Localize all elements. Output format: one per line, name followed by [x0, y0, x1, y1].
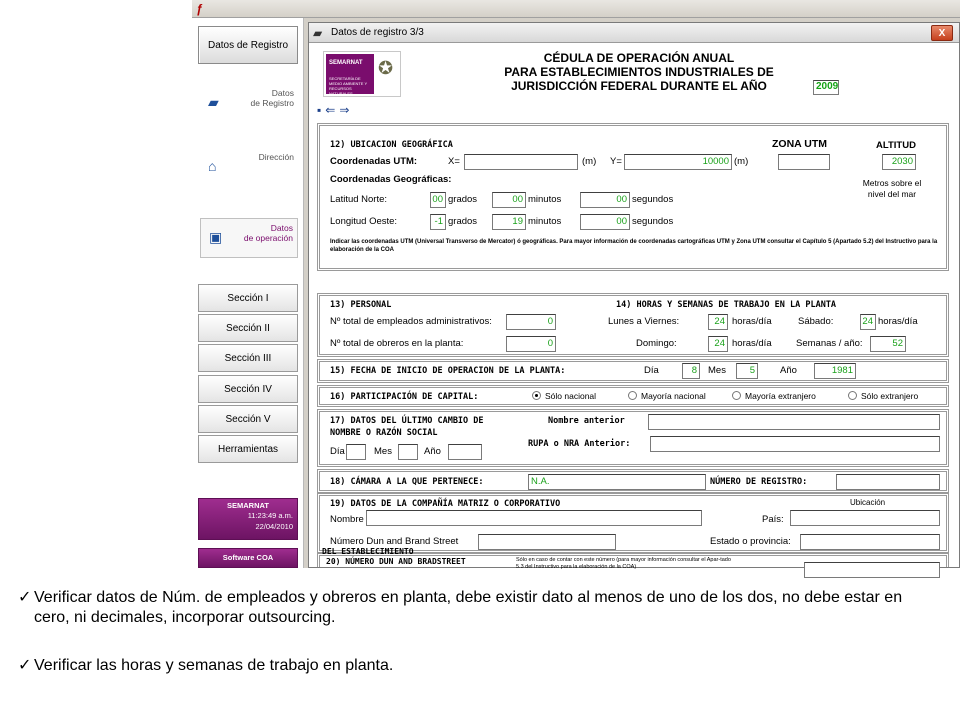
- anio-label: Año: [424, 446, 441, 457]
- horas-dia-label: horas/día: [732, 338, 772, 349]
- admin-input[interactable]: 0: [506, 314, 556, 330]
- sidebar-item-label: de Registro: [250, 98, 294, 108]
- save-icon[interactable]: ▪: [317, 103, 326, 117]
- heading-line: JURISDICCIÓN FEDERAL DURANTE EL AÑO: [511, 79, 767, 93]
- section-title: 17) DATOS DEL ÚLTIMO CAMBIO DE: [330, 416, 484, 426]
- domingo-input[interactable]: 24: [708, 336, 728, 352]
- sidebar-item-datos-operacion[interactable]: [200, 218, 298, 258]
- estado-input[interactable]: [800, 534, 940, 550]
- rupa-label: RUPA o NRA Anterior:: [528, 439, 631, 449]
- datos-registro-button[interactable]: Datos de Registro: [198, 26, 298, 64]
- section-title: 13) PERSONAL: [330, 300, 392, 310]
- dialog-body: [309, 43, 959, 570]
- section-16: [317, 385, 949, 407]
- sidebar-item-datos-registro[interactable]: [200, 84, 298, 124]
- radio-icon: [532, 391, 541, 400]
- radio-solo-nacional[interactable]: [532, 391, 596, 401]
- section-title: 16) PARTICIPACIÓN DE CAPITAL:: [330, 392, 479, 402]
- house-icon: ⌂: [208, 158, 217, 174]
- estado-label: Estado o provincia:: [710, 536, 791, 547]
- radio-solo-extranjero[interactable]: [848, 391, 918, 401]
- segundos-label: segundos: [632, 194, 674, 205]
- radio-label: Mayoría nacional: [641, 391, 706, 401]
- section-title: 20) NÚMERO DUN AND BRADSTREET: [326, 557, 466, 566]
- obreros-input[interactable]: 0: [506, 336, 556, 352]
- status-title: SEMARNAT: [227, 501, 269, 510]
- back-icon[interactable]: ⇐: [325, 103, 340, 117]
- section-title: 19) DATOS DE LA COMPAÑÍA MATRIZ O CORPORATIVO: [330, 499, 561, 509]
- section-title: 18) CÁMARA A LA QUE PERTENECE:: [330, 477, 484, 487]
- coa-icon: ▰: [208, 94, 219, 110]
- heading-line: CÉDULA DE OPERACIÓN ANUAL: [543, 51, 735, 65]
- lat-grados-input[interactable]: 00: [430, 192, 446, 208]
- page-title: [469, 51, 809, 93]
- nombre-anterior-label: Nombre anterior: [548, 416, 625, 426]
- mes-label: Mes: [708, 365, 726, 376]
- cambio-dia-input[interactable]: [346, 444, 366, 460]
- section-title: 14) HORAS Y SEMANAS DE TRABAJO EN LA PLANTA: [616, 300, 837, 310]
- dia-label: Día: [644, 365, 659, 376]
- section-12: [317, 123, 949, 271]
- sidebar-item-direccion[interactable]: [200, 148, 298, 188]
- section-19: [317, 493, 949, 553]
- section-title: DEL ESTABLECIMIENTO: [322, 547, 414, 556]
- sidebar-item-label: Dirección: [258, 152, 294, 162]
- coa-icon: ▰: [313, 26, 323, 40]
- next-icon[interactable]: ⇒: [339, 103, 354, 117]
- app-icon: ƒ: [196, 2, 203, 16]
- utm-label: Coordenadas UTM:: [330, 156, 418, 167]
- app-titlebar: [192, 0, 960, 18]
- dun-establecimiento-input[interactable]: [804, 562, 940, 578]
- software-badge: Software COA: [198, 548, 298, 568]
- sidebar: [192, 18, 304, 568]
- ubicacion-label: Ubicación: [850, 498, 886, 507]
- heading-line: PARA ESTABLECIMIENTOS INDUSTRIALES DE: [504, 65, 774, 79]
- status-time: 11:23:49 a.m.: [247, 511, 293, 520]
- geo-label: Coordenadas Geográficas:: [330, 174, 452, 185]
- radio-icon: [732, 391, 741, 400]
- bullet-text: Verificar datos de Núm. de empleados y obreros en planta, debe existir dato al menos de uno de los dos, no debe estar en cero, ni decimales, incorporar outsourcing.: [34, 589, 903, 626]
- lunes-viernes-label: Lunes a Viernes:: [608, 316, 680, 327]
- seccion-5-button[interactable]: Sección V: [198, 405, 298, 433]
- lon-minutos-input[interactable]: 19: [492, 214, 526, 230]
- radio-mayoria-extranjero[interactable]: [732, 391, 816, 401]
- rupa-input[interactable]: [650, 436, 940, 452]
- lat-segundos-input[interactable]: 00: [580, 192, 630, 208]
- section-18: [317, 469, 949, 493]
- grados-label: grados: [448, 194, 478, 205]
- admin-label: Nº total de empleados administrativos:: [330, 316, 492, 327]
- datos-registro-dialog: [308, 22, 960, 568]
- sidebar-item-label: de operación: [243, 233, 293, 243]
- x-label: X=: [448, 156, 460, 167]
- registro-input[interactable]: [836, 474, 940, 490]
- sidebar-item-label: Datos: [270, 223, 293, 233]
- unit-label: (m): [582, 156, 597, 167]
- section-title: NOMBRE O RAZÓN SOCIAL: [330, 428, 438, 438]
- herramientas-button[interactable]: Herramientas: [198, 435, 298, 463]
- horas-dia-label: horas/día: [878, 316, 918, 327]
- radio-label: Sólo extranjero: [861, 391, 919, 401]
- horas-dia-label: horas/día: [732, 316, 772, 327]
- grados-label: grados: [448, 216, 478, 227]
- status-date: 22/04/2010: [255, 522, 293, 531]
- minutos-label: minutos: [528, 216, 562, 227]
- semanas-input[interactable]: 52: [870, 336, 906, 352]
- cambio-mes-input[interactable]: [398, 444, 418, 460]
- registro-label: NÚMERO DE REGISTRO:: [710, 477, 808, 487]
- radio-icon: [628, 391, 637, 400]
- bullet-item: [18, 656, 393, 676]
- anio-label: Año: [780, 365, 797, 376]
- section-title: 15) FECHA DE INICIO DE OPERACION DE LA PLANTA:: [330, 366, 566, 376]
- camara-input[interactable]: N.A.: [528, 474, 706, 490]
- lon-segundos-input[interactable]: 00: [580, 214, 630, 230]
- zona-utm-input[interactable]: [778, 154, 830, 170]
- pais-label: País:: [762, 514, 784, 525]
- utm-x-input[interactable]: [464, 154, 578, 170]
- radio-mayoria-nacional[interactable]: [628, 391, 706, 401]
- section-13-14: [317, 293, 949, 357]
- radio-icon: [848, 391, 857, 400]
- sabado-input[interactable]: 24: [860, 314, 876, 330]
- utm-y-input[interactable]: 10000: [624, 154, 732, 170]
- lat-minutos-input[interactable]: 00: [492, 192, 526, 208]
- close-button[interactable]: X: [931, 25, 953, 41]
- mes-input[interactable]: 5: [736, 363, 758, 379]
- logo-subtitle: SECRETARÍA DE MEDIO AMBIENTE Y RECURSOS NATURALES: [329, 76, 368, 96]
- seccion-3-button[interactable]: Sección III: [198, 344, 298, 372]
- section-15: [317, 359, 949, 383]
- lat-label: Latitud Norte:: [330, 194, 388, 205]
- anio-input[interactable]: 1981: [814, 363, 856, 379]
- logo-name: SEMARNAT: [329, 60, 363, 66]
- radio-label: Sólo nacional: [545, 391, 597, 401]
- minutos-label: minutos: [528, 194, 562, 205]
- dia-input[interactable]: 8: [682, 363, 700, 379]
- section-title: 12) UBICACION GEOGRÁFICA: [330, 140, 453, 150]
- seal-icon: ✪: [378, 58, 394, 78]
- dialog-titlebar: [309, 23, 959, 43]
- lon-label: Longitud Oeste:: [330, 216, 398, 227]
- dialog-title: Datos de registro 3/3: [331, 27, 424, 38]
- metros-note: Metros sobre el nivel del mar: [862, 178, 922, 199]
- coordinates-note: Indicar las coordenadas UTM (Universal Transverso de Mercator) ó geográficas. Para mayor información de coordenadas cartográficas UTM y Zona UTM consultar el Capítulo 5 (Apartado 5.2) del Instructivo para la elaboración de la COA: [330, 239, 938, 253]
- seccion-4-button[interactable]: Sección IV: [198, 375, 298, 403]
- section-17: [317, 409, 949, 467]
- dia-label: Día: [330, 446, 345, 457]
- mes-label: Mes: [374, 446, 392, 457]
- bullet-text: Verificar las horas y semanas de trabajo en planta.: [34, 657, 394, 674]
- year-field[interactable]: 2009: [813, 80, 839, 95]
- status-box: [198, 498, 298, 540]
- segundos-label: segundos: [632, 216, 674, 227]
- lunes-viernes-input[interactable]: 24: [708, 314, 728, 330]
- bullet-item: [18, 588, 958, 628]
- nombre-anterior-input[interactable]: [648, 414, 940, 430]
- semarnat-logo: [323, 51, 401, 97]
- unit-label: (m): [734, 156, 749, 167]
- lon-grados-input[interactable]: -1: [430, 214, 446, 230]
- nombre-label: Nombre: [330, 514, 364, 525]
- pais-input[interactable]: [790, 510, 940, 526]
- dun-matriz-input[interactable]: [478, 534, 616, 550]
- seccion-1-button[interactable]: Sección I: [198, 284, 298, 312]
- seccion-2-button[interactable]: Sección II: [198, 314, 298, 342]
- cambio-anio-input[interactable]: [448, 444, 482, 460]
- zona-utm-label: ZONA UTM: [772, 138, 828, 150]
- sidebar-item-label: Datos: [271, 88, 294, 98]
- nombre-matriz-input[interactable]: [366, 510, 702, 526]
- toolbar: [317, 103, 353, 117]
- domingo-label: Domingo:: [636, 338, 677, 349]
- check-icon: ✓: [18, 657, 32, 674]
- obreros-label: Nº total de obreros en la planta:: [330, 338, 464, 349]
- y-label: Y=: [610, 156, 622, 167]
- radio-label: Mayoría extranjero: [745, 391, 816, 401]
- sabado-label: Sábado:: [798, 316, 834, 327]
- altitud-input[interactable]: 2030: [882, 154, 916, 170]
- check-icon: ✓: [18, 589, 32, 606]
- semanas-label: Semanas / año:: [796, 338, 863, 349]
- document-icon: ▣: [209, 229, 223, 245]
- dun-note: Sólo en caso de contar con este número (para mayor información consultar el Apar-tado 5.3 del Instructivo para la elaboración de la COA): [516, 557, 731, 570]
- altitud-label: ALTITUD: [876, 140, 916, 151]
- dun-label: Número Dun and Brand Street: [330, 536, 459, 547]
